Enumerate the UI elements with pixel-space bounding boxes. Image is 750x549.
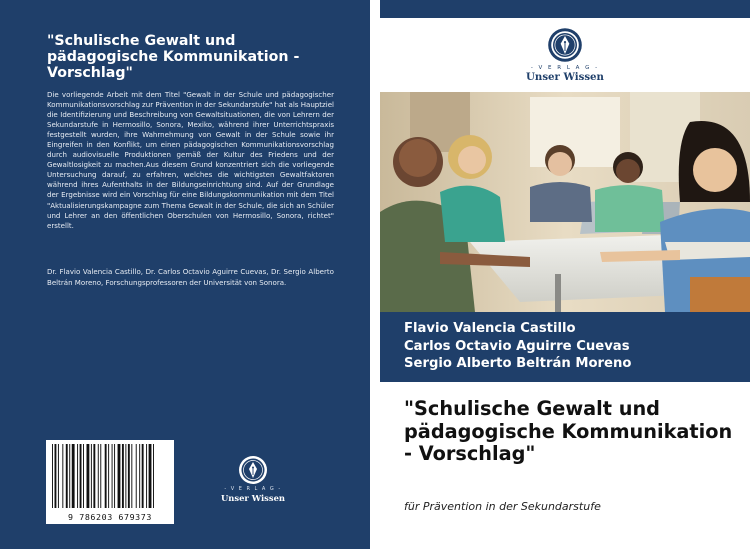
isbn-barcode: [46, 440, 174, 524]
barcode-bar: [149, 444, 152, 508]
barcode-bar: [136, 444, 137, 508]
back-cover-description: Die vorliegende Arbeit mit dem Titel "Gewalt in der Schule und pädagogischer Kommunikationsvorschlag zur Prävention in der Sekundarstufe" hat als Hauptziel die Identifizierung und Beschreibung von Gewaltsituationen, die von Lehrern der Sekundarstufe in Hermosillo, Sonora, Mexiko, während ihrer Unterrichtspraxis festgestellt wurden, ihre Wahrnehmung von Gewalt in der Schule sowie ihr Eingreifen in den Konflikt, um einen pädagogischen Kommunikationsvorschlag durch audiovisuelle Produktionen gemäß der Kultur des Friedens und der Gewaltlosigkeit zu machen.Aus diesem Grund konzentriert sich die vorliegende Untersuchung darauf, zu erfahren, welches die wichtigsten Gewaltfaktoren während ihres Aufenthalts in der Bildungseinrichtung sind. Auf der Grundlage der Ergebnisse wird ein Vorschlag für eine Bildungskommunikation mit dem Titel "Aktualisierungskampagne zum Thema Gewalt in der Schule, die sich an Schüler und Lehrer an den öffentlichen Oberschulen von Hermosillo, Sonora, richtet" erstellt.: [47, 90, 334, 230]
back-cover-title: "Schulische Gewalt und pädagogische Kommunikation - Vorschlag": [47, 33, 300, 81]
back-logo-verlag: - V E R L A G -: [224, 486, 282, 492]
isbn-digits: 9 786203 679373: [68, 512, 152, 522]
barcode-bar: [100, 444, 101, 508]
barcode-bar: [146, 444, 147, 508]
barcode-bar: [112, 444, 113, 508]
author-name: Carlos Octavio Aguirre Cuevas: [404, 338, 630, 354]
barcode-bar: [52, 444, 53, 508]
barcode-bar: [62, 444, 63, 508]
back-publisher-logo: [218, 455, 288, 503]
front-logo-brand: Unser Wissen: [526, 71, 604, 83]
author-band: [380, 312, 750, 382]
barcode-icon: [50, 444, 170, 512]
barcode-bar: [105, 444, 107, 508]
barcode-bar: [55, 444, 57, 508]
pen-nib-emblem-icon: [547, 27, 583, 63]
barcode-bar: [93, 444, 95, 508]
barcode-bar: [153, 444, 154, 508]
barcode-bar: [128, 444, 130, 508]
author-name: Flavio Valencia Castillo: [404, 321, 576, 336]
barcode-bar: [87, 444, 90, 508]
barcode-bar: [72, 444, 75, 508]
barcode-bar: [142, 444, 144, 508]
barcode-bar: [66, 444, 68, 508]
barcode-bar: [69, 444, 70, 508]
back-logo-brand: Unser Wissen: [220, 493, 286, 503]
front-cover-title: "Schulische Gewalt und pädagogische Kommunikation - Vorschlag": [404, 397, 733, 466]
barcode-bar: [114, 444, 115, 508]
spine: [370, 0, 380, 549]
barcode-bar: [139, 444, 140, 508]
barcode-bar: [83, 444, 84, 508]
barcode-bar: [80, 444, 82, 508]
front-publisher-logo: [510, 27, 620, 83]
students-classroom-image: [380, 92, 750, 312]
barcode-bar: [131, 444, 132, 508]
front-cover: [380, 0, 750, 549]
front-logo-verlag: - V E R L A G -: [530, 65, 600, 71]
barcode-bar: [122, 444, 124, 508]
barcode-bar: [98, 444, 99, 508]
barcode-bar: [125, 444, 126, 508]
barcode-bar: [91, 444, 92, 508]
back-cover-authors-note: Dr. Flavio Valencia Castillo, Dr. Carlos Octavio Aguirre Cuevas, Dr. Sergio Alberto Beltrán Moreno, Forschungsprofessoren der Universität von Sonora.: [47, 267, 334, 287]
author-name: Sergio Alberto Beltrán Moreno: [404, 356, 632, 371]
barcode-bar: [58, 444, 59, 508]
barcode-bar: [118, 444, 121, 508]
students-classroom-photo: [380, 92, 750, 312]
pen-nib-emblem-icon: [238, 455, 268, 485]
back-cover: [0, 0, 370, 549]
front-cover-subtitle: für Prävention in der Sekundarstufe: [404, 500, 601, 513]
front-top-band: [380, 0, 750, 18]
barcode-bar: [77, 444, 78, 508]
barcode-bar: [108, 444, 109, 508]
